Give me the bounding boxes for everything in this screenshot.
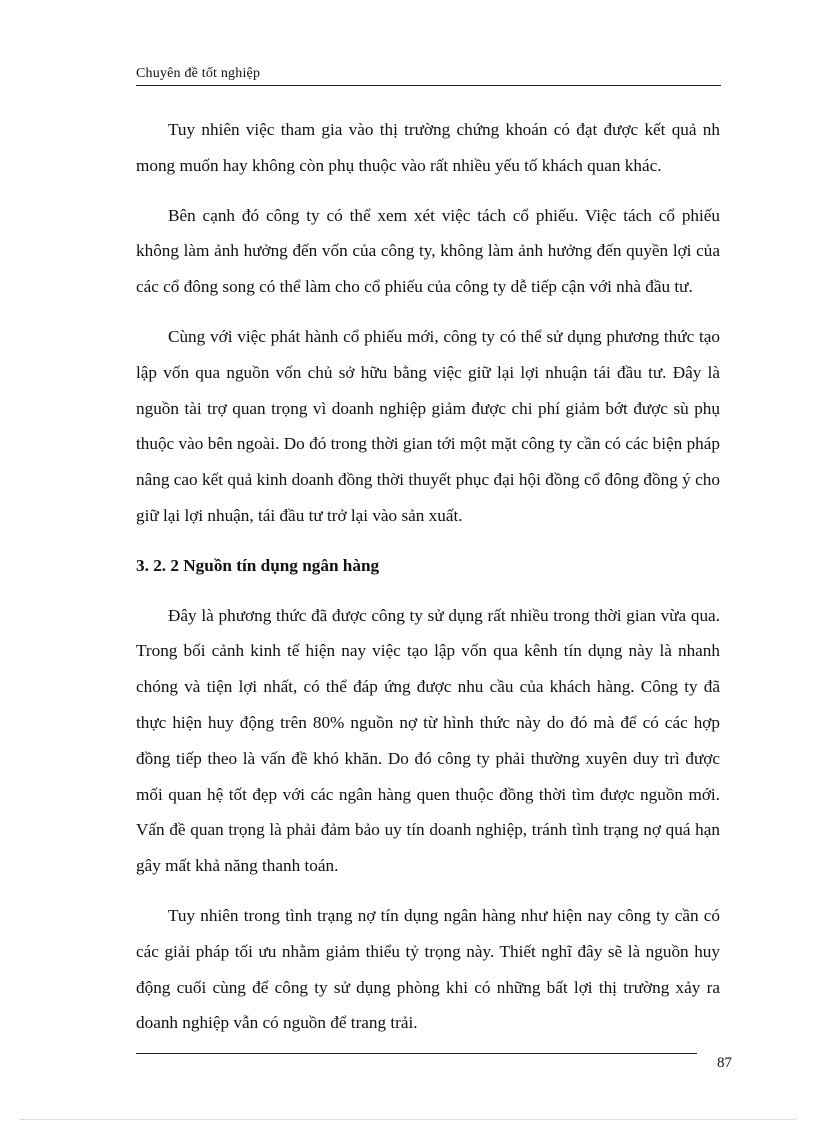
page-bottom-border	[20, 1119, 796, 1120]
footer-rule	[136, 1053, 697, 1054]
paragraph-4: Đây là phương thức đã được công ty sử dụng rất nhiều trong thời gian vừa qua. Trong bối cảnh kinh tế hiện nay việc tạo lập vốn qua kênh tín dụng này là nhanh chóng và tiện lợi nhất, có thể đáp ứng được nhu cầu của khách hàng. Công ty đã thực hiện huy động trên 80% nguồn nợ từ hình thức này do đó mà để có các hợp đồng tiếp theo là vấn đề khó khăn. Do đó công ty phải thường xuyên duy trì được mối quan hệ tốt đẹp với các ngân hàng quen thuộc đồng thời tìm được nguồn mới. Vấn đề quan trọng là phải đảm bảo uy tín doanh nghiệp, tránh tình trạng nợ quá hạn gây mất khả năng thanh toán.	[136, 605, 720, 876]
paragraph-2: Bên cạnh đó công ty có thể xem xét việc tách cổ phiếu. Việc tách cổ phiếu không làm ảnh hưởng đến vốn của công ty, không làm ảnh hưởng đến quyền lợi của các cổ đông song có thể làm cho cổ phiếu của công ty dễ tiếp cận với nhà đầu tư.	[136, 205, 720, 297]
page-number: 87	[717, 1055, 732, 1071]
document-body	[136, 112, 720, 1055]
paragraph-5: Tuy nhiên trong tình trạng nợ tín dụng ngân hàng như hiện nay công ty cần có các giải pháp tối ưu nhằm giảm thiểu tỷ trọng này. Thiết nghĩ đây sẽ là nguồn huy động cuối cùng để công ty sử dụng phòng khi có những bất lợi thị trường xảy ra doanh nghiệp vẫn có nguồn để trang trải.	[136, 905, 720, 1033]
paragraph-1: Tuy nhiên việc tham gia vào thị trường chứng khoán có đạt được kết quả nh mong muốn hay không còn phụ thuộc vào rất nhiều yếu tố khách quan khác.	[136, 120, 720, 175]
section-heading: 3. 2. 2 Nguồn tín dụng ngân hàng	[136, 555, 380, 575]
header-rule	[136, 85, 721, 86]
running-header: Chuyên đề tốt nghiệp	[136, 66, 261, 81]
paragraph-3: Cùng với việc phát hành cổ phiếu mới, công ty có thể sử dụng phương thức tạo lập vốn qua nguồn vốn chủ sở hữu bằng việc giữ lại lợi nhuận tái đầu tư. Đây là nguồn tài trợ quan trọng vì doanh nghiệp giảm được chi phí giảm bớt được sù phụ thuộc vào bên ngoài. Do đó trong thời gian tới một mặt công ty cần có các biện pháp nâng cao kết quả kinh doanh đồng thời thuyết phục đại hội đồng cổ đông đồng ý cho giữ lại lợi nhuận, tái đầu tư trở lại vào sản xuất.	[136, 326, 720, 525]
